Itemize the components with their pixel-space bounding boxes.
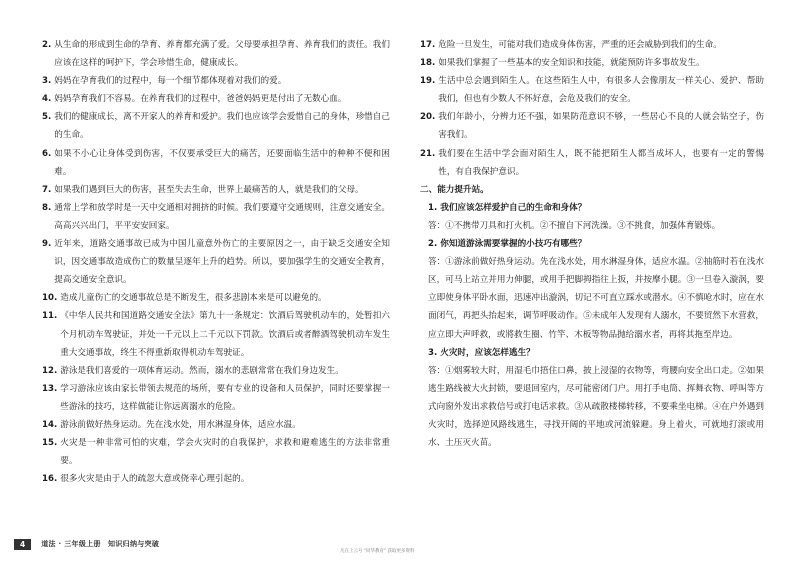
list-item <box>42 470 390 488</box>
questions-list <box>420 199 764 452</box>
item-number: 4. <box>42 94 52 105</box>
item-number: 20. <box>420 112 436 123</box>
list-item <box>42 362 390 380</box>
left-column <box>42 36 390 488</box>
item-number: 9. <box>42 239 52 250</box>
footer <box>14 537 159 551</box>
item-number: 13. <box>42 383 58 394</box>
list-item <box>420 36 764 54</box>
list-item <box>42 380 390 416</box>
answer-text: 答：①游泳前做好热身运动。先在浅水处，用水淋湿身体，适应水温。②抽筋时若在浅水区，可马上站立并用力伸腿，或用手把脚拇指往上扳，并按摩小腿。③一旦卷入漩涡，要立即使身体平卧水面，迅速冲出漩涡，切记不可直立踩水或潜水。④不慎呛水时，应在水面闭气，再把头抬起来，调节呼吸动作。⑤未成年人发现有人溺水，不要贸然下水营救，应立即大声呼救，或將救生圈、竹竿、木板等物品抛给溺水者，再将其拖至岸边。 <box>428 257 764 340</box>
item-number: 16. <box>42 474 58 485</box>
item-number: 18. <box>420 58 436 69</box>
footer-note: 凡在上云号 "同华教育" 获取更多资料 <box>340 549 415 554</box>
item-text: 游泳前做好热身运动。先在浅水处，用水淋湿身体，适应水温。 <box>60 419 301 430</box>
item-text: 危险一旦发生，可能对我们造成身体伤害，严重的还会威胁到我们的生命。 <box>438 40 722 50</box>
list-item <box>42 90 390 108</box>
section-title: 二、能力提升站。 <box>420 184 489 195</box>
list-item <box>42 72 390 90</box>
answer-text: 答：①烟雾较大时，用湿毛巾捂住口鼻，披上浸湿的衣物等，弯腰向安全出口走。②如果逃生路线被大火封锁，要退回室内，尽可能密闭门户。用打手电筒、挥舞衣物、呼叫等方式向窗外发出求救信号或打电话求救。③从疏散楼梯转移，不要乘坐电梯。④在户外遇到火灾时，选择逆风路线逃生，寻找开阔的平地或河流躲避。身上着火，可就地打滚或用水、土压灭火苗。 <box>428 365 764 449</box>
list-item <box>420 108 764 144</box>
item-text: 我们的健康成长，离不开家人的养育和爱护。我们也应该学会爱惜自己的身体，珍惜自己的生命。 <box>54 112 390 141</box>
list-item <box>42 289 390 307</box>
list-item <box>420 72 764 108</box>
item-text: 《中华人民共和国道路交通安全法》第九十一条规定：饮酒后驾驶机动车的，处暂扣六个月机动车驾驶证，并处一千元以上二千元以下罚款。饮酒后或者醉酒驾驶机动车发生重大交通事故，终生不得重新取得机动车驾驶证。 <box>60 311 390 358</box>
item-number: 11. <box>42 311 58 322</box>
item-text: 从生命的形成到生命的孕育、养育都充满了爱。父母要承担孕育、养育我们的责任。我们应该在这样的呵护下，学会珍惜生命，健康成长。 <box>54 40 390 69</box>
page-number: 4 <box>14 539 31 550</box>
item-number: 10. <box>42 293 58 304</box>
list-item <box>42 307 390 361</box>
item-number: 3. <box>42 76 52 87</box>
item-text: 通常上学和放学时是一天中交通相对拥挤的时候。我们要遵守交通规则，注意交通安全。高高兴兴出门，平平安安回家。 <box>54 202 390 231</box>
list-item <box>420 145 764 181</box>
item-number: 2. <box>42 40 52 50</box>
list-item <box>42 199 390 235</box>
list-item <box>42 36 390 72</box>
item-text: 如果我们掌握了一些基本的安全知识和技能，就能预防许多事故发生。 <box>438 58 705 69</box>
list-item <box>42 434 390 470</box>
item-number: 5. <box>42 112 52 123</box>
footer-title: 道法 · 三年级上册 知识归纳与突破 <box>41 540 160 548</box>
item-number: 12. <box>42 365 58 376</box>
question-title: 2. 你知道游泳需要掌握的小技巧有哪些？ <box>428 239 587 250</box>
item-text: 火灾是一种非常可怕的灾难，学会火灾时的自我保护，求救和避难逃生的方法非常重要。 <box>60 438 390 467</box>
item-text: 近年来，道路交通事故已成为中国儿童意外伤亡的主要原因之一，由于缺乏交通安全知识，因交通事故造成伤亡的数量呈逐年上升的趋势。所以，要加强学生的交通安全教育，提高交通安全意识。 <box>54 239 390 286</box>
item-text: 学习游泳应该由家长带领去规范的场所，要有专业的设备和人员保护，同时还要掌握一些游泳的技巧，这样做能让你远离溺水的危险。 <box>60 383 390 412</box>
right-items-list <box>420 36 764 181</box>
item-text: 妈妈孕育我们不容易。在养育我们的过程中，爸爸妈妈更是付出了无数心血。 <box>54 94 347 105</box>
list-item <box>42 235 390 289</box>
item-text: 妈妈在孕育我们的过程中，每一个细节都体现着对我们的爱。 <box>54 76 287 87</box>
item-number: 19. <box>420 76 436 87</box>
item-number: 15. <box>42 438 58 449</box>
item-text: 造成儿童伤亡的交通事故总是不断发生，很多悲剧本来是可以避免的。 <box>60 293 327 304</box>
item-text: 如果我们遇到巨大的伤害，甚至失去生命，世界上最痛苦的人，就是我们的父母。 <box>54 184 364 195</box>
item-text: 很多火灾是由于人的疏忽大意或侥幸心理引起的。 <box>60 474 250 485</box>
list-item <box>42 416 390 434</box>
answer-text: 答：①不携带刀具和打火机。②不擅自下河洗澡。③不挑食，加强体育锻炼。 <box>428 220 721 231</box>
item-number: 14. <box>42 419 58 430</box>
list-item <box>42 181 390 199</box>
item-text: 我们年龄小，分辨力还不强，如果防范意识不够，一些居心不良的人就会钻空子，伤害我们。 <box>438 112 764 141</box>
list-item <box>42 145 390 181</box>
item-number: 21. <box>420 148 436 159</box>
list-item <box>420 54 764 72</box>
item-number: 7. <box>42 184 52 195</box>
item-text: 游泳是我们喜爱的一项体育运动。然而，溺水的悲剧常常在我们身边发生。 <box>60 365 344 376</box>
item-text: 如果不小心让身体受到伤害，不仅要承受巨大的痛苦，还要面临生活中的种种不便和困难。 <box>54 148 390 177</box>
question-title: 1. 我们应该怎样爱护自己的生命和身体？ <box>428 202 587 213</box>
right-column <box>420 36 764 452</box>
item-number: 8. <box>42 202 52 213</box>
item-text: 生活中总会遇到陌生人。在这些陌生人中，有很多人会像朋友一样关心、爱护、帮助我们，但也有少数人不怀好意，会危及我们的安全。 <box>438 76 764 105</box>
question-title: 3. 火灾时，应该怎样逃生？ <box>428 347 535 358</box>
list-item <box>42 108 390 144</box>
item-number: 17. <box>420 40 436 50</box>
item-number: 6. <box>42 148 52 159</box>
item-text: 我们要在生活中学会面对陌生人，既不能把陌生人都当成坏人，也要有一定的警惕性，有自我保护意识。 <box>438 148 764 177</box>
